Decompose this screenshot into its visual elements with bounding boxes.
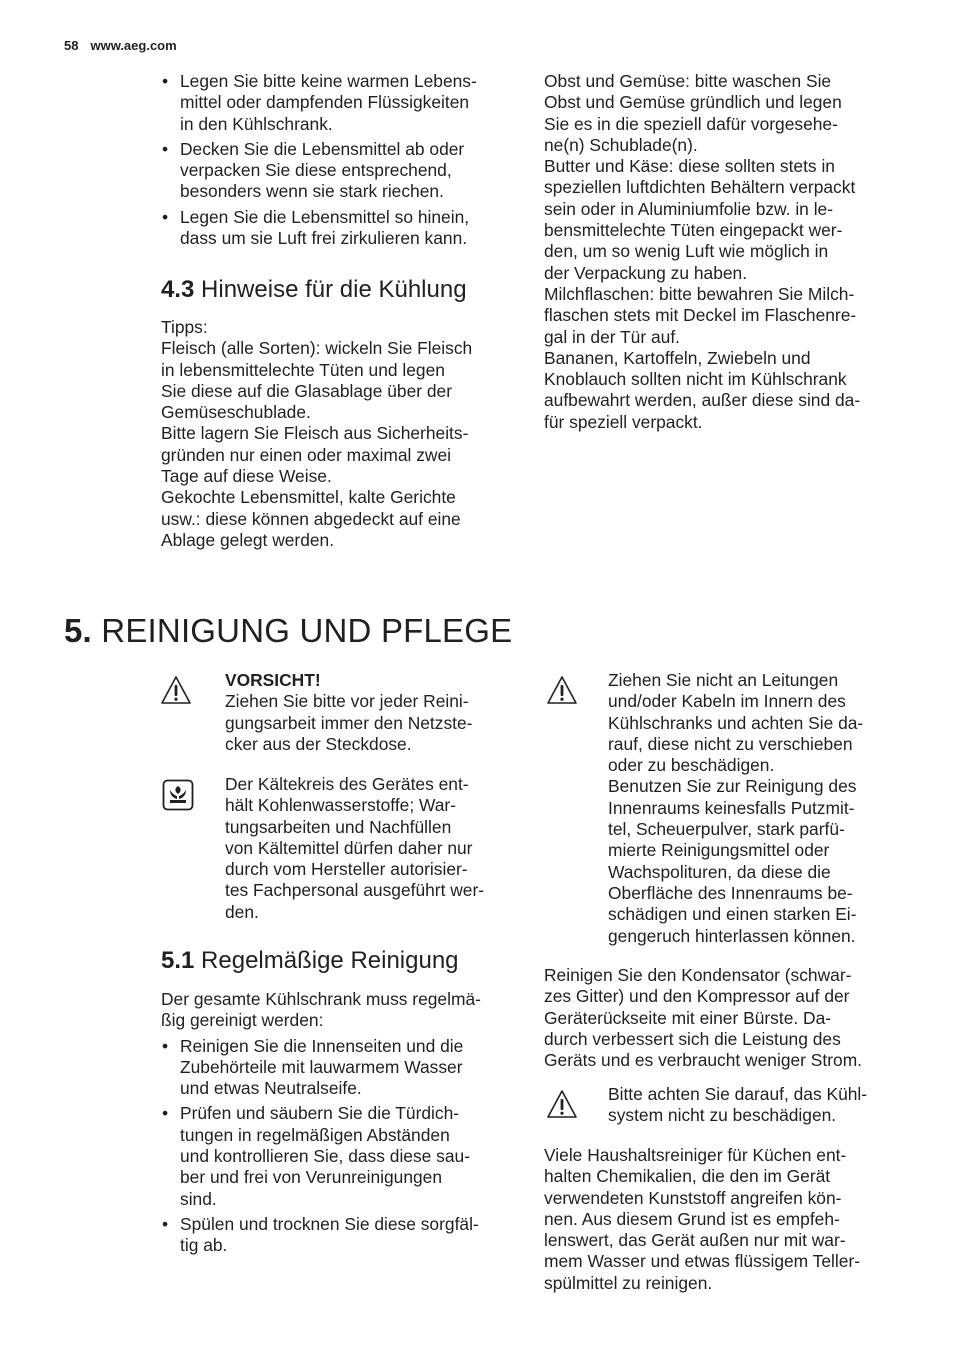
page-number: 58 [64,38,79,53]
caution-note: VORSICHT! Ziehen Sie bitte vor jeder Reini- gungsarbeit immer den Netzste- cker aus der Steckdose. [225,670,515,755]
environment-note: Der Kältekreis des Gerätes ent- hält Kohlenwasserstoffe; War- tungsarbeiten und Nachfüllen von Kältemittel dürfen daher nur durch vom Hersteller autorisier- tes Fachpersonal ausgeführt wer- den. [225,774,485,922]
warning-triangle-icon [546,674,578,706]
list-item: • Reinigen Sie die Innenseiten und die Zubehörteile mit lauwarmem Wasser und etwas Neutralseife. [161,1036,521,1100]
caution-label: VORSICHT! [225,670,321,690]
list-item: • Legen Sie die Lebensmittel so hinein, dass um sie Luft frei zirkulieren kann. [161,207,521,250]
section-5-1-body [161,989,521,1261]
page-header [64,38,177,53]
household-cleaner-text: Viele Haushaltsreiniger für Küchen ent- halten Chemikalien, die den im Gerät verwendeten Kunststoff angreifen kön- nen. Aus diesem Grund ist es empfeh- lenswert, das Gerät außen nur mit war- mem Wasser und etwas flüssigem Teller- spülmittel zu reinigen. [544,1145,861,1293]
storage-tips-list [161,71,521,253]
section-4-3-heading: 4.3 Hinweise für die Kühlung [161,276,467,303]
list-item: • Legen Sie bitte keine warmen Lebens- mittel oder dampfenden Flüssigkeiten in den Kühlschrank. [161,71,521,135]
section-4-3-body: Tipps: Fleisch (alle Sorten): wickeln Sie Fleisch in lebensmittelechte Tüten und legen Sie diese auf die Glasablage über der Gemüseschublade. Bitte lagern Sie Fleisch aus Sicherheits- gründen nur einen oder maximal zwei Tage auf diese Weise. Gekochte Lebensmittel, kalte Gerichte usw.: diese können abgedeckt auf eine Ablage gelegt werden. [161,317,473,550]
warning-triangle-icon [546,1088,578,1120]
list-item: • Prüfen und säubern Sie die Türdich- tungen in regelmäßigen Abständen und kontrollieren Sie, dass diese sau- ber und frei von Verunreinigungen sind. [161,1103,521,1209]
cable-and-cleaning-warning: Ziehen Sie nicht an Leitungen und/oder Kabeln im Innern des Kühlschranks und achten Sie da- rauf, diese nicht zu verschieben oder zu beschädigen. Benutzen Sie zur Reinigung des Innenraums keinesfalls Putzmit- tel, Scheuerpulver, stark parfü- mierte Reinigungsmittel oder Wachspolituren, da diese die Oberfläche des Innenraums be- schädigen und einen starken Ei- gengeruch hinterlassen können. [608,670,864,946]
environment-icon [162,779,194,811]
food-storage-text: Obst und Gemüse: bitte waschen Sie Obst und Gemüse gründlich und legen Sie es in die speziell dafür vorgesehe- ne(n) Schublade(n). Butter und Käse: diese sollten stets in speziellen luftdichten Behältern verpackt sein oder in Aluminiumfolie bzw. in le- bensmittelechte Tüten eingepackt wer- den, um so wenig Luft wie möglich in der Verpackung zu haben. Milchflaschen: bitte bewahren Sie Milch- flaschen stets mit Deckel im Flaschenre- gal in der Tür auf. Bananen, Kartoffeln, Zwiebeln und Knoblauch sollten nicht im Kühlschrank aufbewahrt werden, außer diese sind da- für speziell verpackt. [544,71,861,432]
list-item: • Decken Sie die Lebensmittel ab oder verpacken Sie diese entsprechend, besonders wenn sie stark riechen. [161,139,521,203]
cooling-system-warning: Bitte achten Sie darauf, das Kühl- system nicht zu beschädigen. [608,1084,868,1126]
website-link[interactable]: www.aeg.com [90,38,177,53]
warning-triangle-icon [160,674,192,706]
section-5-1-heading: 5.1 Regelmäßige Reinigung [161,947,459,974]
chapter-5-heading: 5. REINIGUNG UND PFLEGE [64,612,513,649]
section-5-1-intro: Der gesamte Kühlschrank muss regelmä- ßig gereinigt werden: [161,989,481,1031]
list-item: • Spülen und trocknen Sie diese sorgfäl- tig ab. [161,1214,521,1257]
condenser-cleaning-text: Reinigen Sie den Kondensator (schwar- zes Gitter) und den Kompressor auf der Geräterückseite mit einer Bürste. Da- durch verbessert sich die Leistung des Geräts und es verbraucht weniger Strom. [544,965,863,1071]
